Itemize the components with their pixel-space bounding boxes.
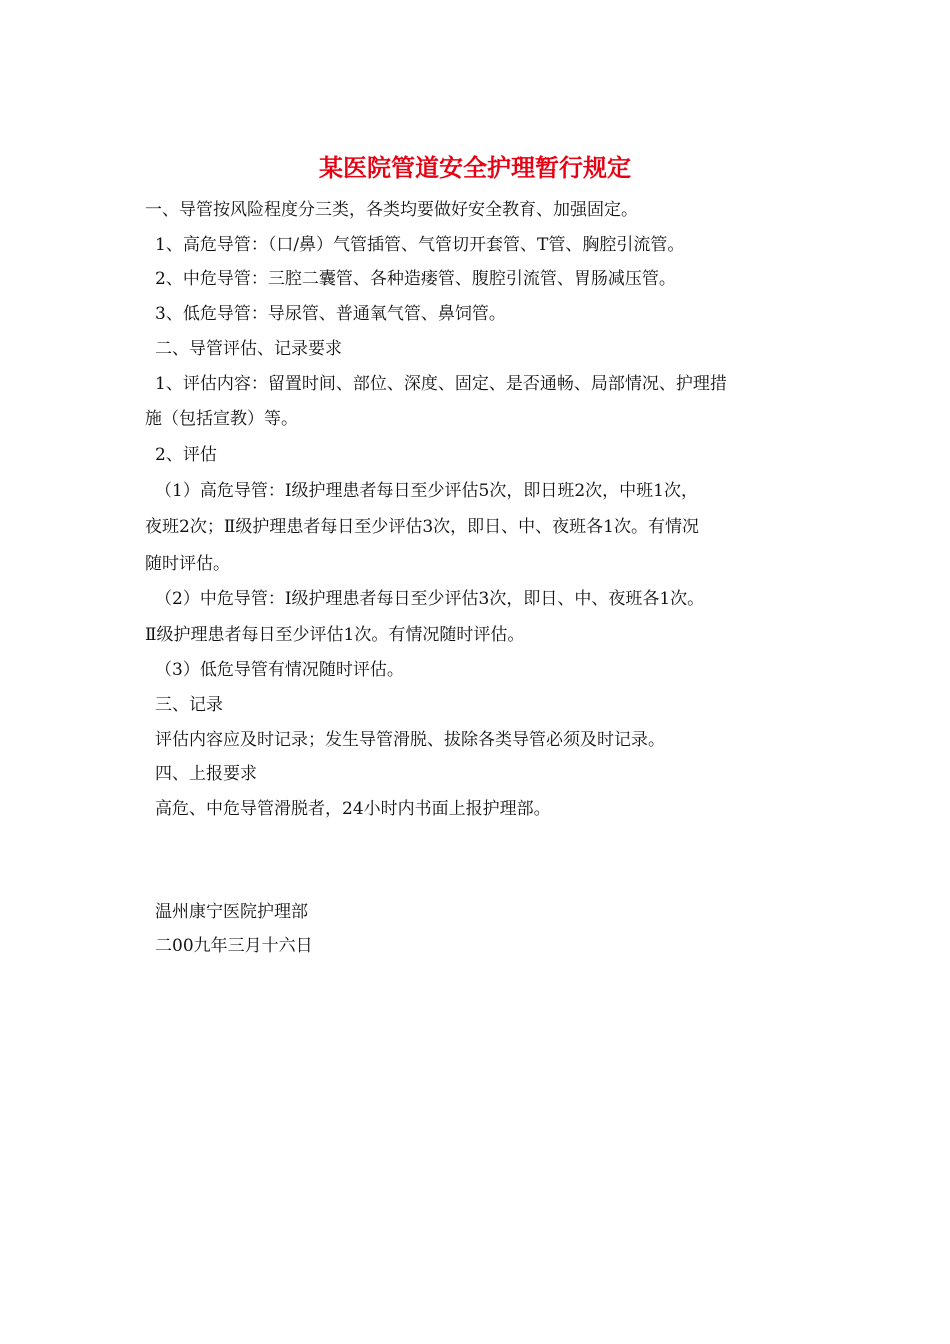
high-risk-assessment-line-3: 随时评估。 — [145, 554, 230, 574]
low-risk-assessment: （3）低危导管有情况随时评估。 — [155, 660, 404, 680]
signature-organization: 温州康宁医院护理部 — [155, 902, 308, 922]
report-requirement: 高危、中危导管滑脱者，24小时内书面上报护理部。 — [155, 799, 551, 819]
low-risk-catheters: 3、低危导管：导尿管、普通氧气管、鼻饲管。 — [155, 304, 506, 324]
high-risk-assessment-line-2: 夜班2次；Ⅱ级护理患者每日至少评估3次，即日、中、夜班各1次。有情况 — [145, 517, 700, 537]
section-2-heading: 二、导管评估、记录要求 — [155, 339, 342, 359]
record-requirement: 评估内容应及时记录；发生导管滑脱、拔除各类导管必须及时记录。 — [155, 730, 665, 750]
section-3-heading: 三、记录 — [155, 695, 223, 715]
document-title: 某医院管道安全护理暂行规定 — [319, 153, 631, 182]
medium-risk-assessment-line-1: （2）中危导管：Ⅰ级护理患者每日至少评估3次，即日、中、夜班各1次。 — [155, 589, 705, 609]
assessment-content-line-1: 1、评估内容：留置时间、部位、深度、固定、是否通畅、局部情况、护理措 — [155, 374, 727, 394]
high-risk-catheters: 1、高危导管：（口/鼻）气管插管、气管切开套管、T管、胸腔引流管。 — [155, 235, 685, 255]
signature-date: 二00九年三月十六日 — [155, 936, 313, 956]
assessment-subheading: 2、评估 — [155, 445, 217, 465]
high-risk-assessment-line-1: （1）高危导管：Ⅰ级护理患者每日至少评估5次，即日班2次，中班1次， — [155, 481, 698, 501]
medium-risk-catheters: 2、中危导管：三腔二囊管、各种造瘘管、腹腔引流管、胃肠减压管。 — [155, 269, 676, 289]
medium-risk-assessment-line-2: Ⅱ级护理患者每日至少评估1次。有情况随时评估。 — [145, 625, 525, 645]
assessment-content-line-2: 施（包括宣教）等。 — [145, 409, 298, 429]
section-1-heading: 一、导管按风险程度分三类，各类均要做好安全教育、加强固定。 — [145, 200, 638, 220]
section-4-heading: 四、上报要求 — [155, 764, 257, 784]
